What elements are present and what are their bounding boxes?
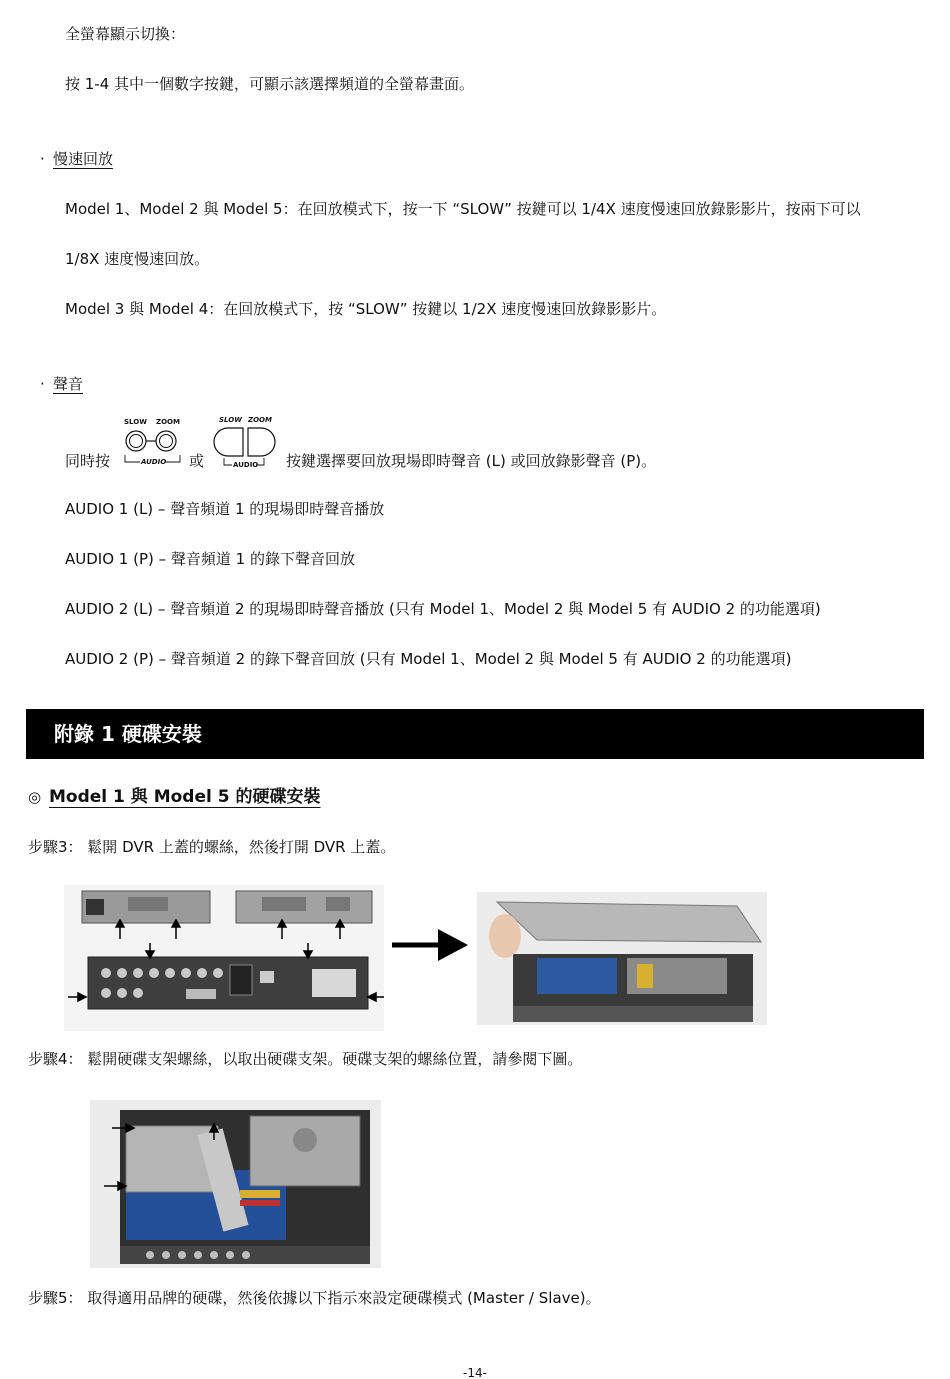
round-zoom-label: ZOOM [156, 418, 180, 426]
hdd-bracket-illustration [90, 1100, 381, 1268]
square-audio-label: AUDIO [233, 461, 259, 469]
audio1-playback: AUDIO 1 (P) – 聲音頻道 1 的錄下聲音回放 [65, 550, 355, 568]
audio-description: 按鍵選擇要回放現場即時聲音 (L) 或回放錄影聲音 (P)。 [286, 452, 657, 470]
dvr-open-cover-illustration [477, 892, 767, 1025]
audio-bullet: · [40, 375, 45, 393]
step3-right-arrow-icon [390, 925, 470, 965]
round-audio-label: AUDIO [141, 458, 167, 466]
slow-description-1: Model 1、Model 2 與 Model 5：在回放模式下，按一下 “SLOW” 按鍵可以 1/4X 速度慢速回放錄影影片，按兩下可以 [65, 200, 861, 218]
audio2-playback: AUDIO 2 (P) – 聲音頻道 2 的錄下聲音回放 (只有 Model 1、Model 2 與 Model 5 有 AUDIO 2 的功能選項) [65, 650, 792, 668]
audio1-live: AUDIO 1 (L) – 聲音頻道 1 的現場即時聲音播放 [65, 500, 385, 518]
slow-description-3: Model 3 與 Model 4：在回放模式下，按 “SLOW” 按鍵以 1/2X 速度慢速回放錄影影片。 [65, 300, 667, 318]
dvr-rear-panels-illustration [64, 885, 384, 1031]
slow-description-2: 1/8X 速度慢速回放。 [65, 250, 210, 268]
audio-press-label: 同時按 [65, 452, 111, 470]
square-slow-zoom-audio-icon [212, 413, 280, 468]
page-number: -14- [463, 1366, 487, 1379]
appendix-title: 附錄 1 硬碟安裝 [54, 722, 202, 746]
audio-heading: 聲音 [53, 375, 84, 393]
slow-bullet: · [40, 150, 45, 168]
audio2-live: AUDIO 2 (L) – 聲音頻道 2 的現場即時聲音播放 (只有 Model 1、Model 2 與 Model 5 有 AUDIO 2 的功能選項) [65, 600, 821, 618]
step4-text: 步驟4： 鬆開硬碟支架螺絲，以取出硬碟支架。硬碟支架的螺絲位置，請參閱下圖。 [28, 1050, 583, 1068]
square-zoom-label: ZOOM [248, 416, 272, 424]
appendix-section-bar [26, 709, 924, 759]
hdd-bracket-photo [90, 1100, 381, 1268]
dvr-open-cover-photo [477, 892, 767, 1025]
slow-playback-heading: 慢速回放 [53, 150, 114, 168]
fullscreen-description: 按 1-4 其中一個數字按鍵，可顯示該選擇頻道的全螢幕畫面。 [65, 75, 475, 93]
subsection-heading: Model 1 與 Model 5 的硬碟安裝 [49, 787, 321, 807]
square-buttons-shape [212, 413, 280, 468]
round-slow-zoom-audio-icon [120, 415, 188, 467]
round-slow-label: SLOW [124, 418, 147, 426]
audio-or-label: 或 [189, 452, 205, 470]
target-symbol-icon: ◎ [28, 788, 42, 806]
step3-text: 步驟3： 鬆開 DVR 上蓋的螺絲，然後打開 DVR 上蓋。 [28, 838, 396, 856]
fullscreen-title: 全螢幕顯示切換： [65, 25, 186, 43]
step5-text: 步驟5： 取得適用品牌的硬碟，然後依據以下指示來設定硬碟模式 (Master / Slave)。 [28, 1289, 601, 1307]
dvr-rear-panels-photo [64, 885, 384, 1031]
square-slow-label: SLOW [219, 416, 242, 424]
